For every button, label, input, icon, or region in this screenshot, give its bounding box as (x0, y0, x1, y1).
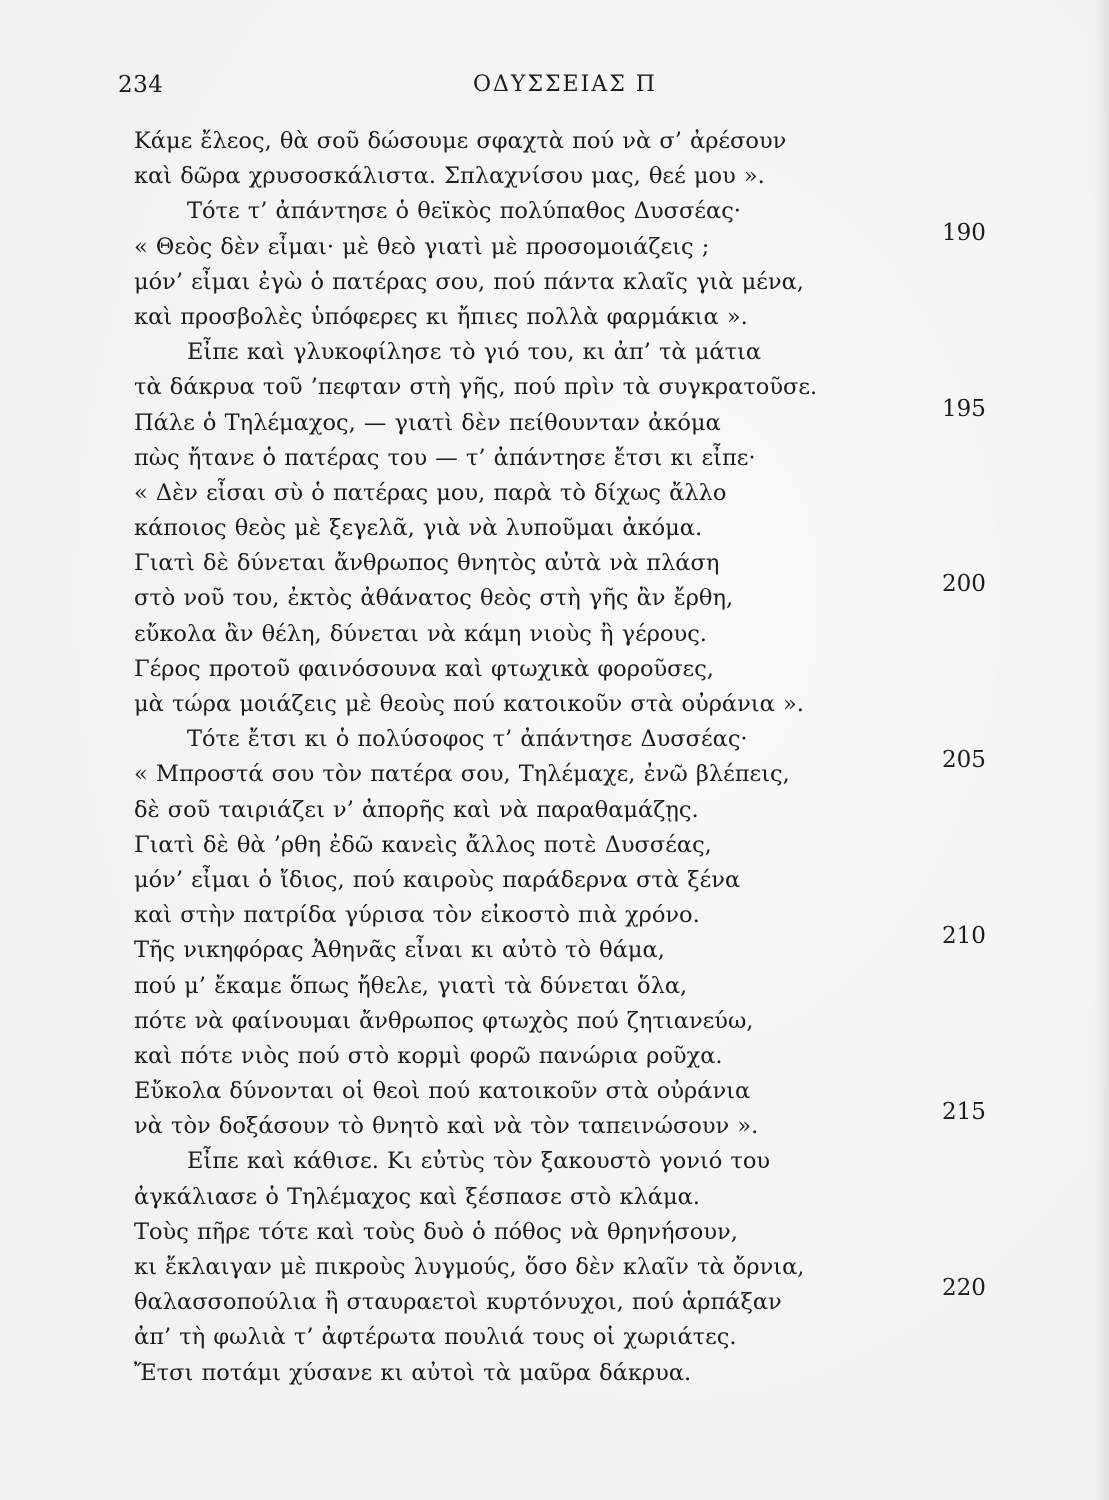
verse-line (134, 1250, 1014, 1285)
page-header (118, 72, 978, 112)
verse-text: τὰ δάκρυα τοῦ ’πεφταν στὴ γῆς, πού πρὶν τὰ συγκρατοῦσε. (134, 374, 818, 401)
page-number: 234 (118, 72, 164, 98)
verse-line (134, 923, 1014, 968)
line-number: 190 (942, 219, 986, 246)
verse-line (134, 617, 1014, 652)
verse-line (134, 441, 1014, 476)
line-number: 205 (942, 747, 986, 774)
verse-text: « Μπροστά σου τὸν πατέρα σου, Τηλέμαχε, ἐνῶ βλέπεις, (134, 761, 790, 788)
verse-line (134, 370, 1014, 405)
verse-line (134, 898, 1014, 933)
verse-text: πότε νὰ φαίνουμαι ἄνθρωπος φτωχὸς πού ζητιανεύω, (134, 1007, 754, 1034)
line-number: 210 (942, 923, 986, 950)
poem-text (134, 124, 1014, 1391)
verse-line (134, 969, 1014, 1004)
verse-line (134, 476, 1014, 511)
verse-text: ἀπ’ τὴ φωλιὰ τ’ ἀφτέρωτα πουλιά τους οἱ χωριάτες. (134, 1324, 737, 1351)
verse-text: Γιατὶ δὲ δύνεται ἄνθρωπος θνητὸς αὐτὰ νὰ πλάση (134, 550, 720, 577)
verse-line (134, 828, 1014, 863)
verse-text: στὸ νοῦ του, ἐκτὸς ἀθάνατος θεὸς στὴ γῆς ἂν ἔρθη, (134, 585, 734, 612)
verse-line (134, 1099, 1014, 1144)
verse-line (134, 1320, 1014, 1355)
verse-text: θαλασσοπούλια ἢ σταυραετοὶ κυρτόνυχοι, πού ἁρπάξαν (134, 1289, 782, 1316)
verse-text: μόν’ εἶμαι ἐγὼ ὁ πατέρας σου, πού πάντα κλαῖς γιὰ μένα, (134, 268, 804, 295)
verse-line (134, 1074, 1014, 1109)
verse-text: « Θεὸς δὲν εἶμαι· μὲ θεὸ γιατὶ μὲ προσομοιάζεις ; (134, 233, 710, 260)
verse-text: Γιατὶ δὲ θὰ ’ρθη ἐδῶ κανεὶς ἄλλος ποτὲ Δυσσέας, (134, 831, 712, 858)
verse-text: Εἶπε καὶ κάθισε. Κι εὐτὺς τὸν ξακουστὸ γονιό του (187, 1148, 771, 1175)
verse-line (134, 511, 1014, 546)
verse-line (134, 1144, 1014, 1179)
verse-line (134, 300, 1014, 335)
verse-text: Τοὺς πῆρε τότε καὶ τοὺς δυὸ ὁ πόθος νὰ θρηνήσουν, (134, 1218, 738, 1245)
verse-text: μὰ τώρα μοιάζεις μὲ θεοὺς πού κατοικοῦν στὰ οὐράνια ». (134, 691, 804, 717)
verse-text: καὶ προσβολὲς ὑπόφερες κι ἤπιες πολλὰ φαρμάκια ». (134, 303, 748, 330)
verse-line (134, 194, 1014, 229)
verse-line (134, 1356, 1014, 1391)
verse-line (134, 1215, 1014, 1250)
verse-line (134, 159, 1014, 194)
verse-text: πὼς ἤτανε ὁ πατέρας του — τ’ ἀπάντησε ἔτσι κι εἶπε· (134, 444, 756, 471)
verse-text: Εὔκολα δύνονται οἱ θεοὶ πού κατοικοῦν στὰ οὐράνια (134, 1078, 751, 1105)
verse-line (134, 863, 1014, 898)
verse-text: Τῆς νικηφόρας Ἀθηνᾶς εἶναι κι αὐτὸ τὸ θάμα, (134, 937, 665, 964)
verse-text: Τότε τ’ ἀπάντησε ὁ θεϊκὸς πολύπαθος Δυσσέας· (187, 198, 741, 225)
verse-line (134, 546, 1014, 581)
verse-line (134, 265, 1014, 300)
verse-line (134, 1275, 1014, 1320)
verse-line (134, 335, 1014, 370)
verse-text: καὶ δῶρα χρυσοσκάλιστα. Σπλαχνίσου μας, θεέ μου ». (134, 163, 765, 190)
verse-text: Τότε ἔτσι κι ὁ πολύσοφος τ’ ἀπάντησε Δυσσέας· (187, 726, 748, 753)
line-number: 215 (942, 1099, 986, 1126)
verse-line (134, 219, 1014, 265)
verse-line (134, 793, 1014, 828)
verse-text: καὶ στὴν πατρίδα γύρισα τὸν εἰκοστὸ πιὰ χρόνο. (134, 902, 700, 929)
verse-line (134, 722, 1014, 757)
verse-text: κάποιος θεὸς μὲ ξεγελᾶ, γιὰ νὰ λυποῦμαι ἀκόμα. (134, 515, 703, 542)
verse-text: ἀγκάλιασε ὁ Τηλέμαχος καὶ ξέσπασε στὸ κλάμα. (134, 1183, 700, 1210)
verse-line (134, 1180, 1014, 1215)
verse-text: Ἔτσι ποτάμι χύσανε κι αὐτοὶ τὰ μαῦρα δάκρυα. (134, 1359, 692, 1386)
line-number: 220 (942, 1275, 986, 1302)
verse-line (134, 747, 1014, 792)
line-number: 200 (942, 571, 986, 598)
verse-line (134, 1004, 1014, 1039)
verse-text: Κάμε ἔλεος, θὰ σοῦ δώσουμε σφαχτὰ πού νὰ σ’ ἀρέσουν (134, 128, 787, 154)
page-edge-shadow (1095, 0, 1109, 1500)
verse-text: κι ἔκλαιγαν μὲ πικροὺς λυγμούς, ὅσο δὲν κλαῖν τὰ ὄρνια, (134, 1254, 805, 1280)
verse-text: καὶ πότε νιὸς πού στὸ κορμὶ φορῶ πανώρια ροῦχα. (134, 1042, 723, 1069)
verse-text: μόν’ εἶμαι ὁ ἴδιος, πού καιροὺς παράδερνα στὰ ξένα (134, 866, 741, 893)
verse-line (134, 652, 1014, 687)
verse-text: νὰ τὸν δοξάσουν τὸ θνητὸ καὶ νὰ τὸν ταπεινώσουν ». (134, 1113, 759, 1140)
verse-text: δὲ σοῦ ταιριάζει ν’ ἀπορῆς καὶ νὰ παραθαμάζῃς. (134, 796, 699, 823)
verse-line (134, 124, 1014, 159)
verse-text: Εἶπε καὶ γλυκοφίλησε τὸ γιό του, κι ἀπ’ τὰ μάτια (187, 339, 762, 366)
verse-text: « Δὲν εἶσαι σὺ ὁ πατέρας μου, παρὰ τὸ δίχως ἄλλο (134, 479, 727, 506)
verse-text: Γέρος προτοῦ φαινόσουνα καὶ φτωχικὰ φοροῦσες, (134, 655, 714, 682)
verse-line (134, 1039, 1014, 1074)
verse-line (134, 687, 1014, 722)
verse-line (134, 395, 1014, 441)
line-number: 195 (942, 395, 986, 422)
verse-line (134, 571, 1014, 616)
verse-text: Πάλε ὁ Τηλέμαχος, — γιατὶ δὲν πείθουνταν ἀκόμα (134, 409, 721, 436)
running-title: ΟΔΥΣΣΕΙΑΣ Π (473, 72, 657, 97)
verse-text: εὔκολα ἂν θέλη, δύνεται νὰ κάμη νιοὺς ἢ γέρους. (134, 620, 707, 647)
verse-text: πού μ’ ἔκαμε ὅπως ἤθελε, γιατὶ τὰ δύνεται ὅλα, (134, 972, 688, 999)
